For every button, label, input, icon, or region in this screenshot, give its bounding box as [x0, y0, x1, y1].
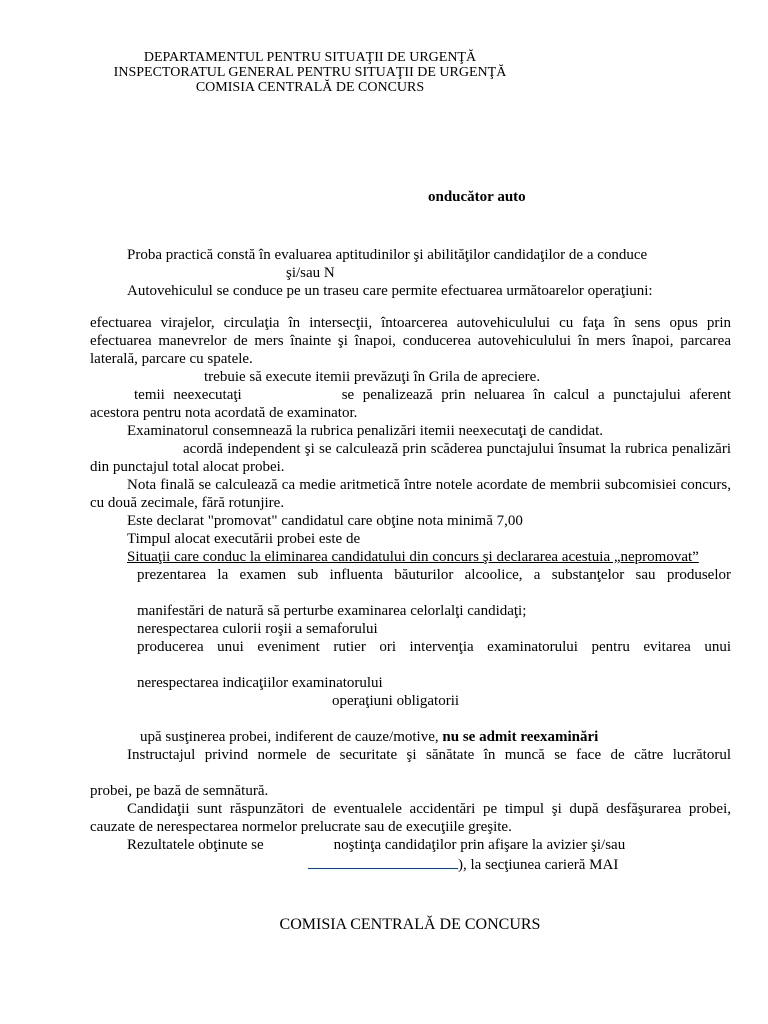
header-line-department: DEPARTAMENTUL PENTRU SITUAŢII DE URGENŢĂ — [143, 50, 477, 65]
list-item: operaţiuni obligatorii — [332, 693, 460, 709]
elimination-list — [90, 566, 731, 710]
paragraph-eliminare: Situaţii care conduc la eliminarea candidatului din concurs şi declararea acestuia „nepromovat” — [127, 549, 699, 565]
paragraph-operatiuni: efectuarea virajelor, circulaţia în intersecţii, întoarcerea autovehiculului cu faţa în sens opus prin efectuarea manevrelor de mers înainte şi înapoi, conducerea autovehiculului în mers înapoi, parcarea laterală, parcare cu spatele. — [90, 315, 731, 367]
paragraph-rezultate: Rezultatele obţinute se noştinţa candidaţilor prin afişare la avizier şi/sau — [127, 837, 626, 853]
paragraph-reexaminari: upă susţinerea probei, indiferent de cauze/motive, nu se admit reexaminări — [140, 729, 599, 745]
list-item: manifestări de natură să perturbe examinarea celorlalţi candidaţi; — [137, 603, 527, 619]
list-item: nerespectarea culorii roşii a semaforului — [137, 621, 378, 637]
header-line-inspectorate: INSPECTORATUL GENERAL PENTRU SITUAŢII DE URGENŢĂ — [113, 65, 507, 80]
paragraph-traseu: Autovehiculul se conduce pe un traseu care permite efectuarea următoarelor operaţiuni: — [127, 283, 653, 299]
paragraph-instructaj: Instructajul privind normele de securitate şi sănătate în muncă se face de către lucrătorul — [127, 747, 731, 763]
document-body — [90, 246, 731, 874]
paragraph-rezultate-cont: ), la secţiunea carieră MAI — [90, 854, 731, 874]
paragraph-itemi: trebuie să execute itemii prevăzuţi în Grila de apreciere. — [204, 369, 541, 385]
paragraph-accidentari: Candidaţii sunt răspunzători de eventualele accidentări pe timpul şi după desfăşurarea probei, cauzate de nerespectarea normelor prelucrate sau de execuţiile greşite. — [90, 801, 731, 835]
paragraph-nota-finala: Nota finală se calculează ca medie aritmetică între notele acordate de membrii subcomisiei concurs, cu două zecimale, fără rotunjire. — [90, 477, 731, 511]
paragraph-promovat: Este declarat "promovat" candidatul care obţine nota minimă 7,00 — [127, 513, 523, 529]
paragraph-proba-cont: şi/sau N — [286, 265, 335, 281]
paragraph-proba: Proba practică constă în evaluarea aptitudinilor şi abilităţilor candidaţilor de a conduce — [127, 247, 648, 263]
paragraph-examinator: Examinatorul consemnează la rubrica penalizări itemii neexecutaţi de candidat. — [127, 423, 604, 439]
paragraph-timp: Timpul alocat executării probei este de — [127, 531, 361, 547]
paragraph-semnatura: probei, pe bază de semnătură. — [90, 783, 269, 799]
list-item: nerespectarea indicaţiilor examinatorului — [137, 675, 383, 691]
document-header — [60, 50, 560, 95]
paragraph-penalizare: temii neexecutaţi se penalizează prin neluarea în calcul a punctajului aferent acestora pentru nota acordată de examinator. — [90, 387, 731, 421]
list-item: prezentarea la examen sub influenta băuturilor alcoolice, a substanţelor sau produselor — [137, 567, 731, 583]
header-line-commission: COMISIA CENTRALĂ DE CONCURS — [195, 80, 425, 95]
paragraph-calcul: acordă independent şi se calculează prin scăderea punctajului însumat la rubrica penalizări din punctajul total alocat probei. — [90, 441, 731, 475]
list-item: producerea unui eveniment rutier ori intervenţia examinatorului pentru evitarea unui — [137, 639, 731, 655]
blank-link-field[interactable] — [308, 854, 458, 869]
footer-commission: COMISIA CENTRALĂ DE CONCURS — [279, 916, 541, 933]
section-title: onducător auto — [428, 189, 526, 205]
